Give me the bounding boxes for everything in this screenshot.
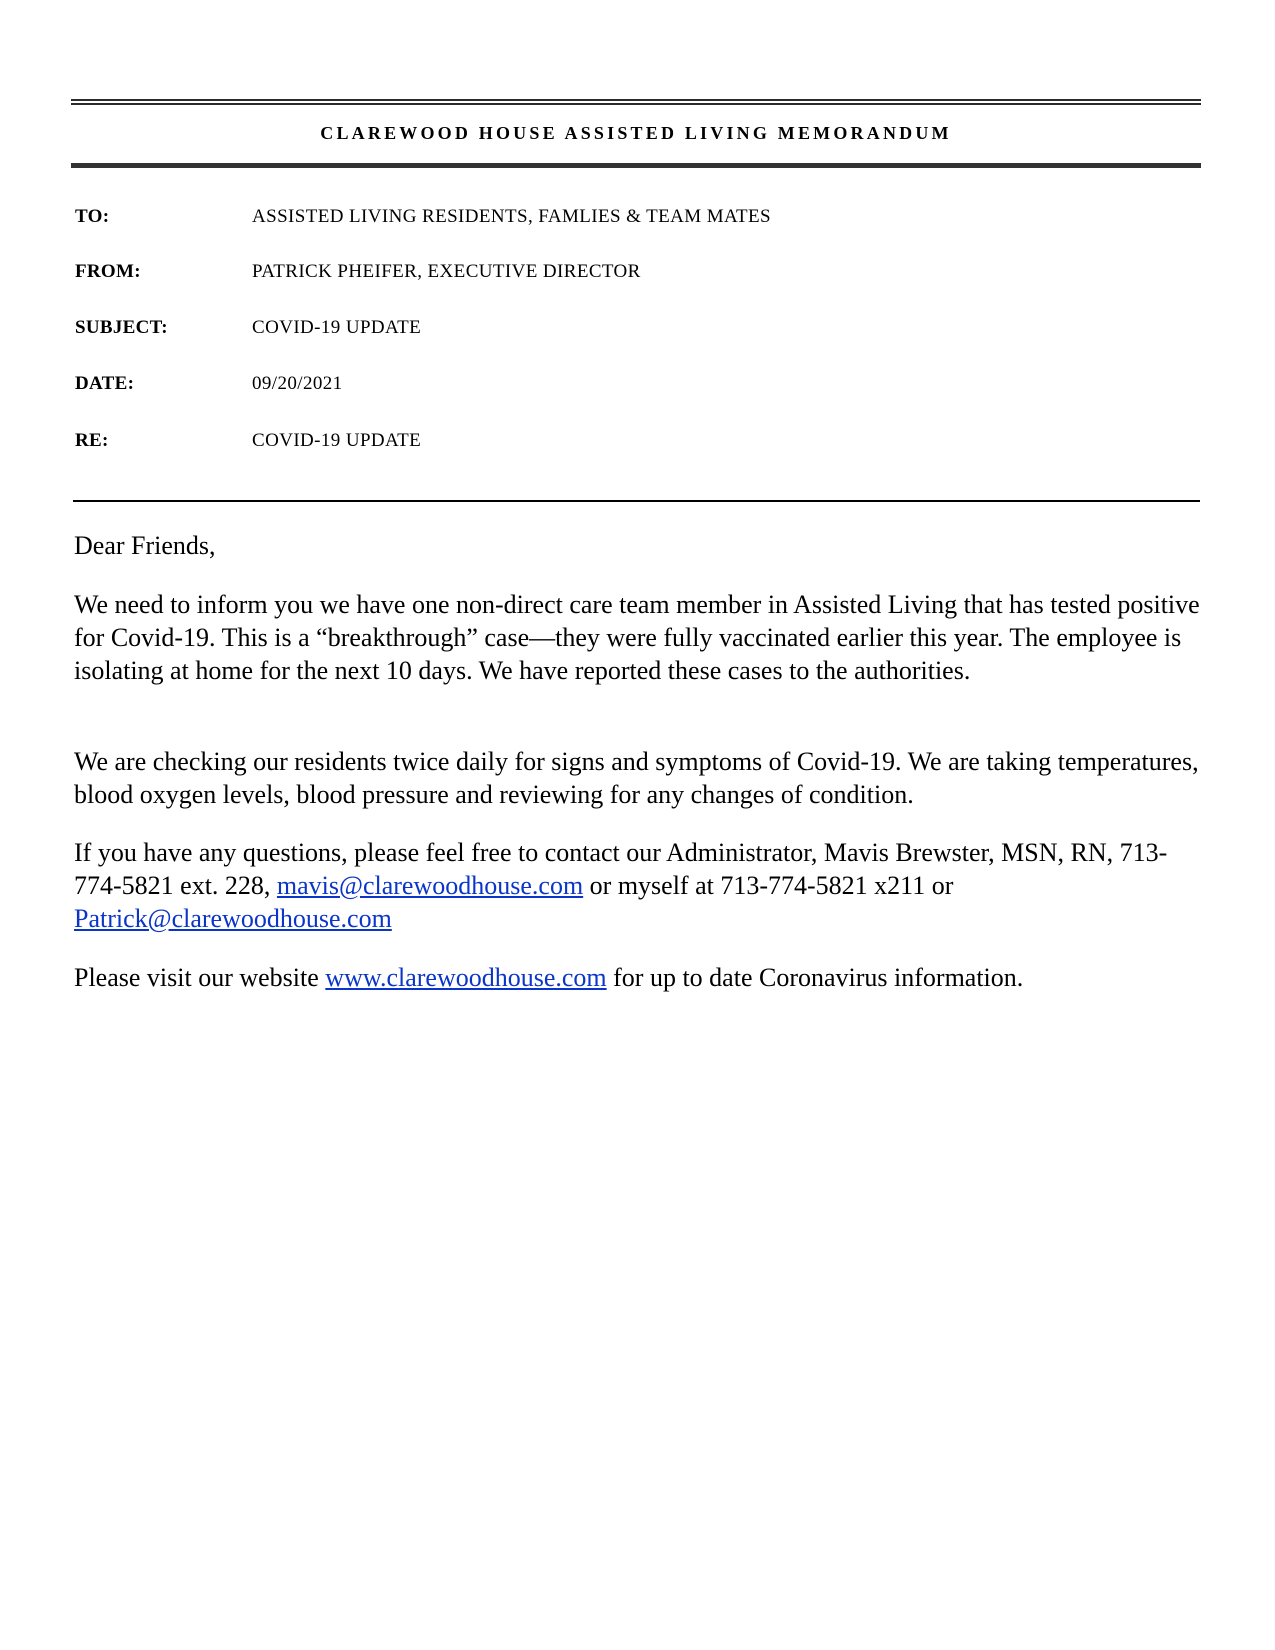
paragraph-4-part-2: for up to date Coronavirus information.	[606, 963, 1024, 992]
field-to	[75, 205, 1195, 229]
paragraph-4	[74, 961, 1204, 994]
paragraph-2-text: We are checking our residents twice daily for signs and symptoms of Covid-19. We are taking temperatures, blood oxygen levels, blood pressure and reviewing for any changes of condition.	[74, 747, 1199, 809]
paragraph-3-part-1: If you have any questions, please feel free to contact our Administrator, Mavis Brewster, MSN, RN, 713-774-5821 ext. 228,	[74, 838, 1168, 900]
paragraph-4-part-1: Please visit our website	[74, 963, 326, 992]
paragraph-3-text	[74, 836, 1204, 935]
field-label-subject: SUBJECT:	[75, 317, 168, 338]
field-value-date: 09/20/2021	[252, 373, 343, 394]
paragraph-1	[74, 588, 1204, 687]
greeting-text: Dear Friends,	[74, 531, 216, 560]
field-value-from: PATRICK PHEIFER, EXECUTIVE DIRECTOR	[252, 261, 641, 282]
field-value-subject: COVID-19 UPDATE	[252, 317, 422, 338]
memo-title: CLAREWOOD HOUSE ASSISTED LIVING MEMORANDUM	[320, 123, 952, 143]
header-thick-rule	[71, 163, 1201, 168]
field-subject	[75, 316, 1195, 340]
field-label-date: DATE:	[75, 373, 135, 394]
email-link-mavis[interactable]: mavis@clarewoodhouse.com	[276, 871, 584, 900]
email-link-patrick[interactable]: Patrick@clarewoodhouse.com	[74, 904, 392, 933]
field-from	[75, 260, 1195, 284]
field-date	[75, 372, 1195, 396]
header-divider	[73, 500, 1200, 502]
field-value-to: ASSISTED LIVING RESIDENTS, FAMLIES & TEAM MATES	[252, 206, 771, 227]
paragraph-3	[74, 836, 1204, 935]
field-value-re: COVID-19 UPDATE	[252, 430, 422, 451]
field-re	[75, 429, 1195, 453]
paragraph-2	[74, 745, 1204, 811]
website-link[interactable]: www.clarewoodhouse.com	[325, 963, 607, 992]
paragraph-4-text	[74, 961, 1204, 994]
field-label-from: FROM:	[75, 261, 141, 282]
paragraph-1-text: We need to inform you we have one non-direct care team member in Assisted Living that has tested positive for Covid-19. This is a “breakthrough” case—they were fully vaccinated earlier this year. The employee is isolating at home for the next 10 days. We have reported these cases to the authorities.	[74, 590, 1200, 685]
paragraph-3-part-2: or myself at 713-774-5821 x211 or	[583, 871, 954, 900]
field-label-to: TO:	[75, 206, 110, 227]
greeting	[74, 529, 1204, 562]
field-label-re: RE:	[75, 430, 109, 451]
header-double-rule	[71, 99, 1201, 105]
